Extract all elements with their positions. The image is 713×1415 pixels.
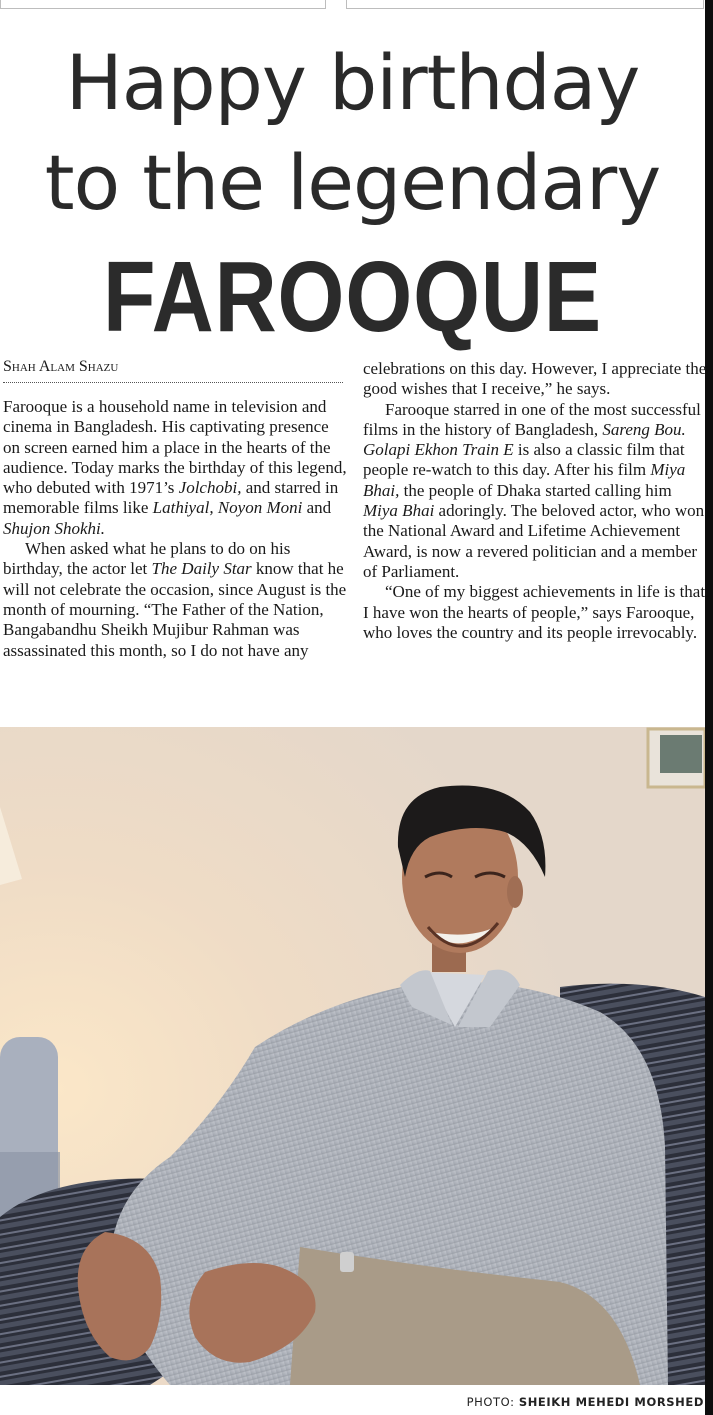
paragraph-5: “One of my biggest achievements in life is that I have won the hearts of people,” says Farooque, who loves the country and its people irrevocably. [363,582,706,642]
page-edge [705,0,713,1415]
paragraph-2: When asked what he plans to do on his birthday, the actor let The Daily Star know that he will not celebrate the occasion, since August is the month of mourning. “The Father of the Nation, Bangabandhu Sheikh Mujibur Rahman was assassinated this month, so I do not have any [3,539,347,660]
headline-line-2: to the legendary [44,138,661,227]
headline-line-1: Happy birthday [65,38,640,127]
top-rule-right [346,0,704,9]
byline: Shah Alam Shazu [3,358,343,383]
paragraph-3: celebrations on this day. However, I appreciate the good wishes that I receive,” he says. [363,359,707,399]
paragraph-1: Farooque is a household name in television and cinema in Bangladesh. His captivating presence on screen earned him a place in the hearts of the audience. Today marks the birthday of this legend, who debuted with 1971’s Jolchobi, and starred in memorable films like Lathiyal, Noyon Moni and Shujon Shokhi. [3,397,347,538]
article-column-right [363,359,708,643]
paragraph-4: Farooque starred in one of the most successful films in the history of Bangladesh, Sareng Bou. Golapi Ekhon Train E is also a classic film that people re-watch to this day. After his film Miya Bhai, the people of Dhaka started calling him Miya Bhai adoringly. The beloved actor, who won the National Award and Lifetime Achievement Award, is now a revered politician and a member of Parliament. [363,399,705,581]
portrait-illustration [0,727,705,1385]
headline-name: FAROOQUE [102,241,603,353]
photo-credit: PHOTO: SHEIKH MEHEDI MORSHED [466,1395,704,1409]
portrait-photo [0,727,705,1385]
top-rule-left [0,0,326,9]
article-column-left [3,397,349,661]
